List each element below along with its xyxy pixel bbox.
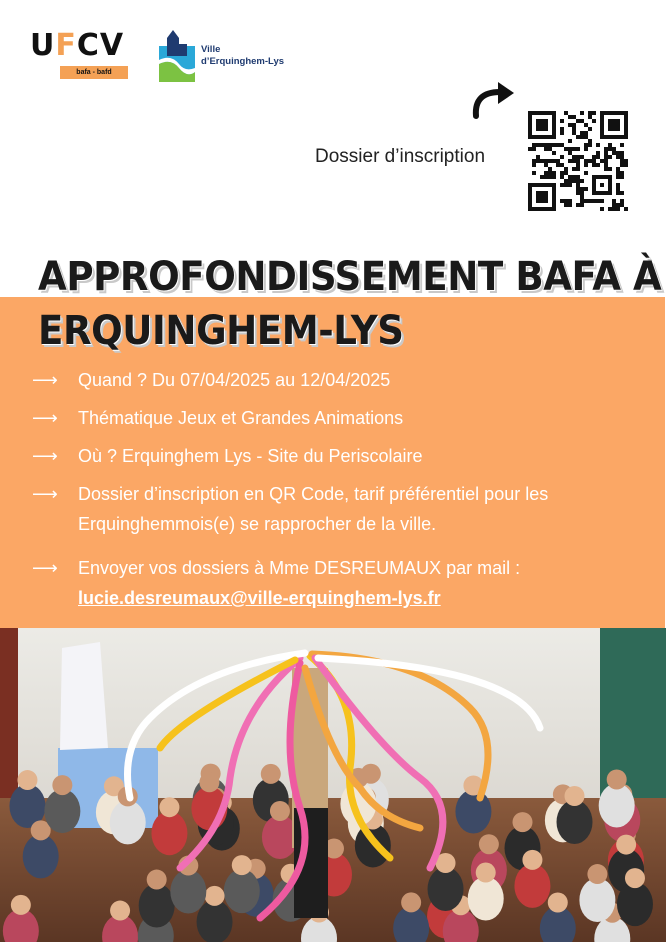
child-head <box>159 797 179 817</box>
curved-arrow-icon <box>468 80 518 120</box>
ville-logo-text <box>201 44 284 68</box>
child-body <box>617 882 653 926</box>
child-head <box>261 764 281 784</box>
child-head <box>205 886 225 906</box>
child-head <box>11 895 31 915</box>
child-head <box>565 786 585 806</box>
child-head <box>522 850 542 870</box>
child-body <box>428 867 464 911</box>
info-item-text: Où ? Erquinghem Lys - Site du Periscolaire <box>78 446 423 466</box>
arrow-right-icon: ⟶ <box>32 370 58 390</box>
info-item-theme <box>32 403 657 433</box>
child-head <box>587 864 607 884</box>
arrow-right-icon: ⟶ <box>32 446 58 466</box>
info-item-registration <box>32 479 657 539</box>
title-line-2: ERQUINGHEM-LYS <box>38 308 404 354</box>
ufcv-letters-u: U <box>30 28 56 63</box>
qr-code[interactable] <box>528 111 628 211</box>
child-head <box>110 901 130 921</box>
info-item-contact <box>32 553 657 613</box>
child-body <box>599 783 635 827</box>
title-line-1: APPROFONDISSEMENT BAFA À <box>38 254 662 300</box>
child-head <box>17 770 37 790</box>
ville-logo <box>157 28 307 84</box>
photo-brick-wall <box>0 628 18 808</box>
child-head <box>513 812 533 832</box>
child-head <box>548 892 568 912</box>
ufcv-logo <box>30 30 130 82</box>
ville-emblem-icon <box>157 28 197 84</box>
arrow-right-icon: ⟶ <box>32 408 58 428</box>
child-head <box>199 772 219 792</box>
info-item-location <box>32 441 657 471</box>
arrow-right-icon: ⟶ <box>32 558 58 578</box>
child-head <box>232 855 252 875</box>
child-body <box>224 869 260 913</box>
info-item-text: Dossier d’inscription en QR Code, tarif préférentiel pour les Erquinghemmois(e) se rapprocher de la ville. <box>78 484 549 534</box>
ufcv-tagline: bafa - bafd <box>60 66 128 79</box>
child-head <box>607 769 627 789</box>
ufcv-letter-f: F <box>55 28 77 63</box>
info-item-text: Thématique Jeux et Grandes Animations <box>78 408 404 428</box>
child-body <box>557 800 593 844</box>
child-body <box>455 790 491 834</box>
info-item-text: Envoyer vos dossiers à Mme DESREUMAUX par mail : <box>78 558 521 578</box>
event-photo <box>0 628 666 942</box>
child-head <box>52 775 72 795</box>
child-body <box>44 789 80 833</box>
child-body <box>170 870 206 914</box>
child-body <box>579 878 615 922</box>
child-body <box>139 884 175 928</box>
ufcv-logo-wordmark <box>30 30 130 62</box>
child-body <box>468 877 504 921</box>
registration-label: Dossier d’inscription <box>315 146 486 167</box>
child-body <box>514 864 550 908</box>
child-head <box>625 868 645 888</box>
child-head <box>270 801 290 821</box>
info-item-dates <box>32 365 657 395</box>
photo-white-cloth <box>60 642 108 750</box>
arrow-right-icon: ⟶ <box>32 484 58 504</box>
child-body <box>23 834 59 878</box>
contact-email-link[interactable]: lucie.desreumaux@ville-erquinghem-lys.fr <box>78 588 441 608</box>
child-body <box>151 811 187 855</box>
child-head <box>401 892 421 912</box>
child-head <box>147 870 167 890</box>
child-body <box>197 900 233 942</box>
info-item-text: Quand ? Du 07/04/2025 au 12/04/2025 <box>78 370 391 390</box>
info-list <box>32 365 657 613</box>
ville-logo-line2: d’Erquinghem-Lys <box>201 56 285 67</box>
child-head <box>476 863 496 883</box>
ville-logo-line1: Ville <box>201 44 221 55</box>
child-head <box>479 834 499 854</box>
child-body <box>110 800 146 844</box>
page-title <box>38 250 662 358</box>
ufcv-letters-cv: CV <box>76 28 125 63</box>
child-head <box>616 835 636 855</box>
